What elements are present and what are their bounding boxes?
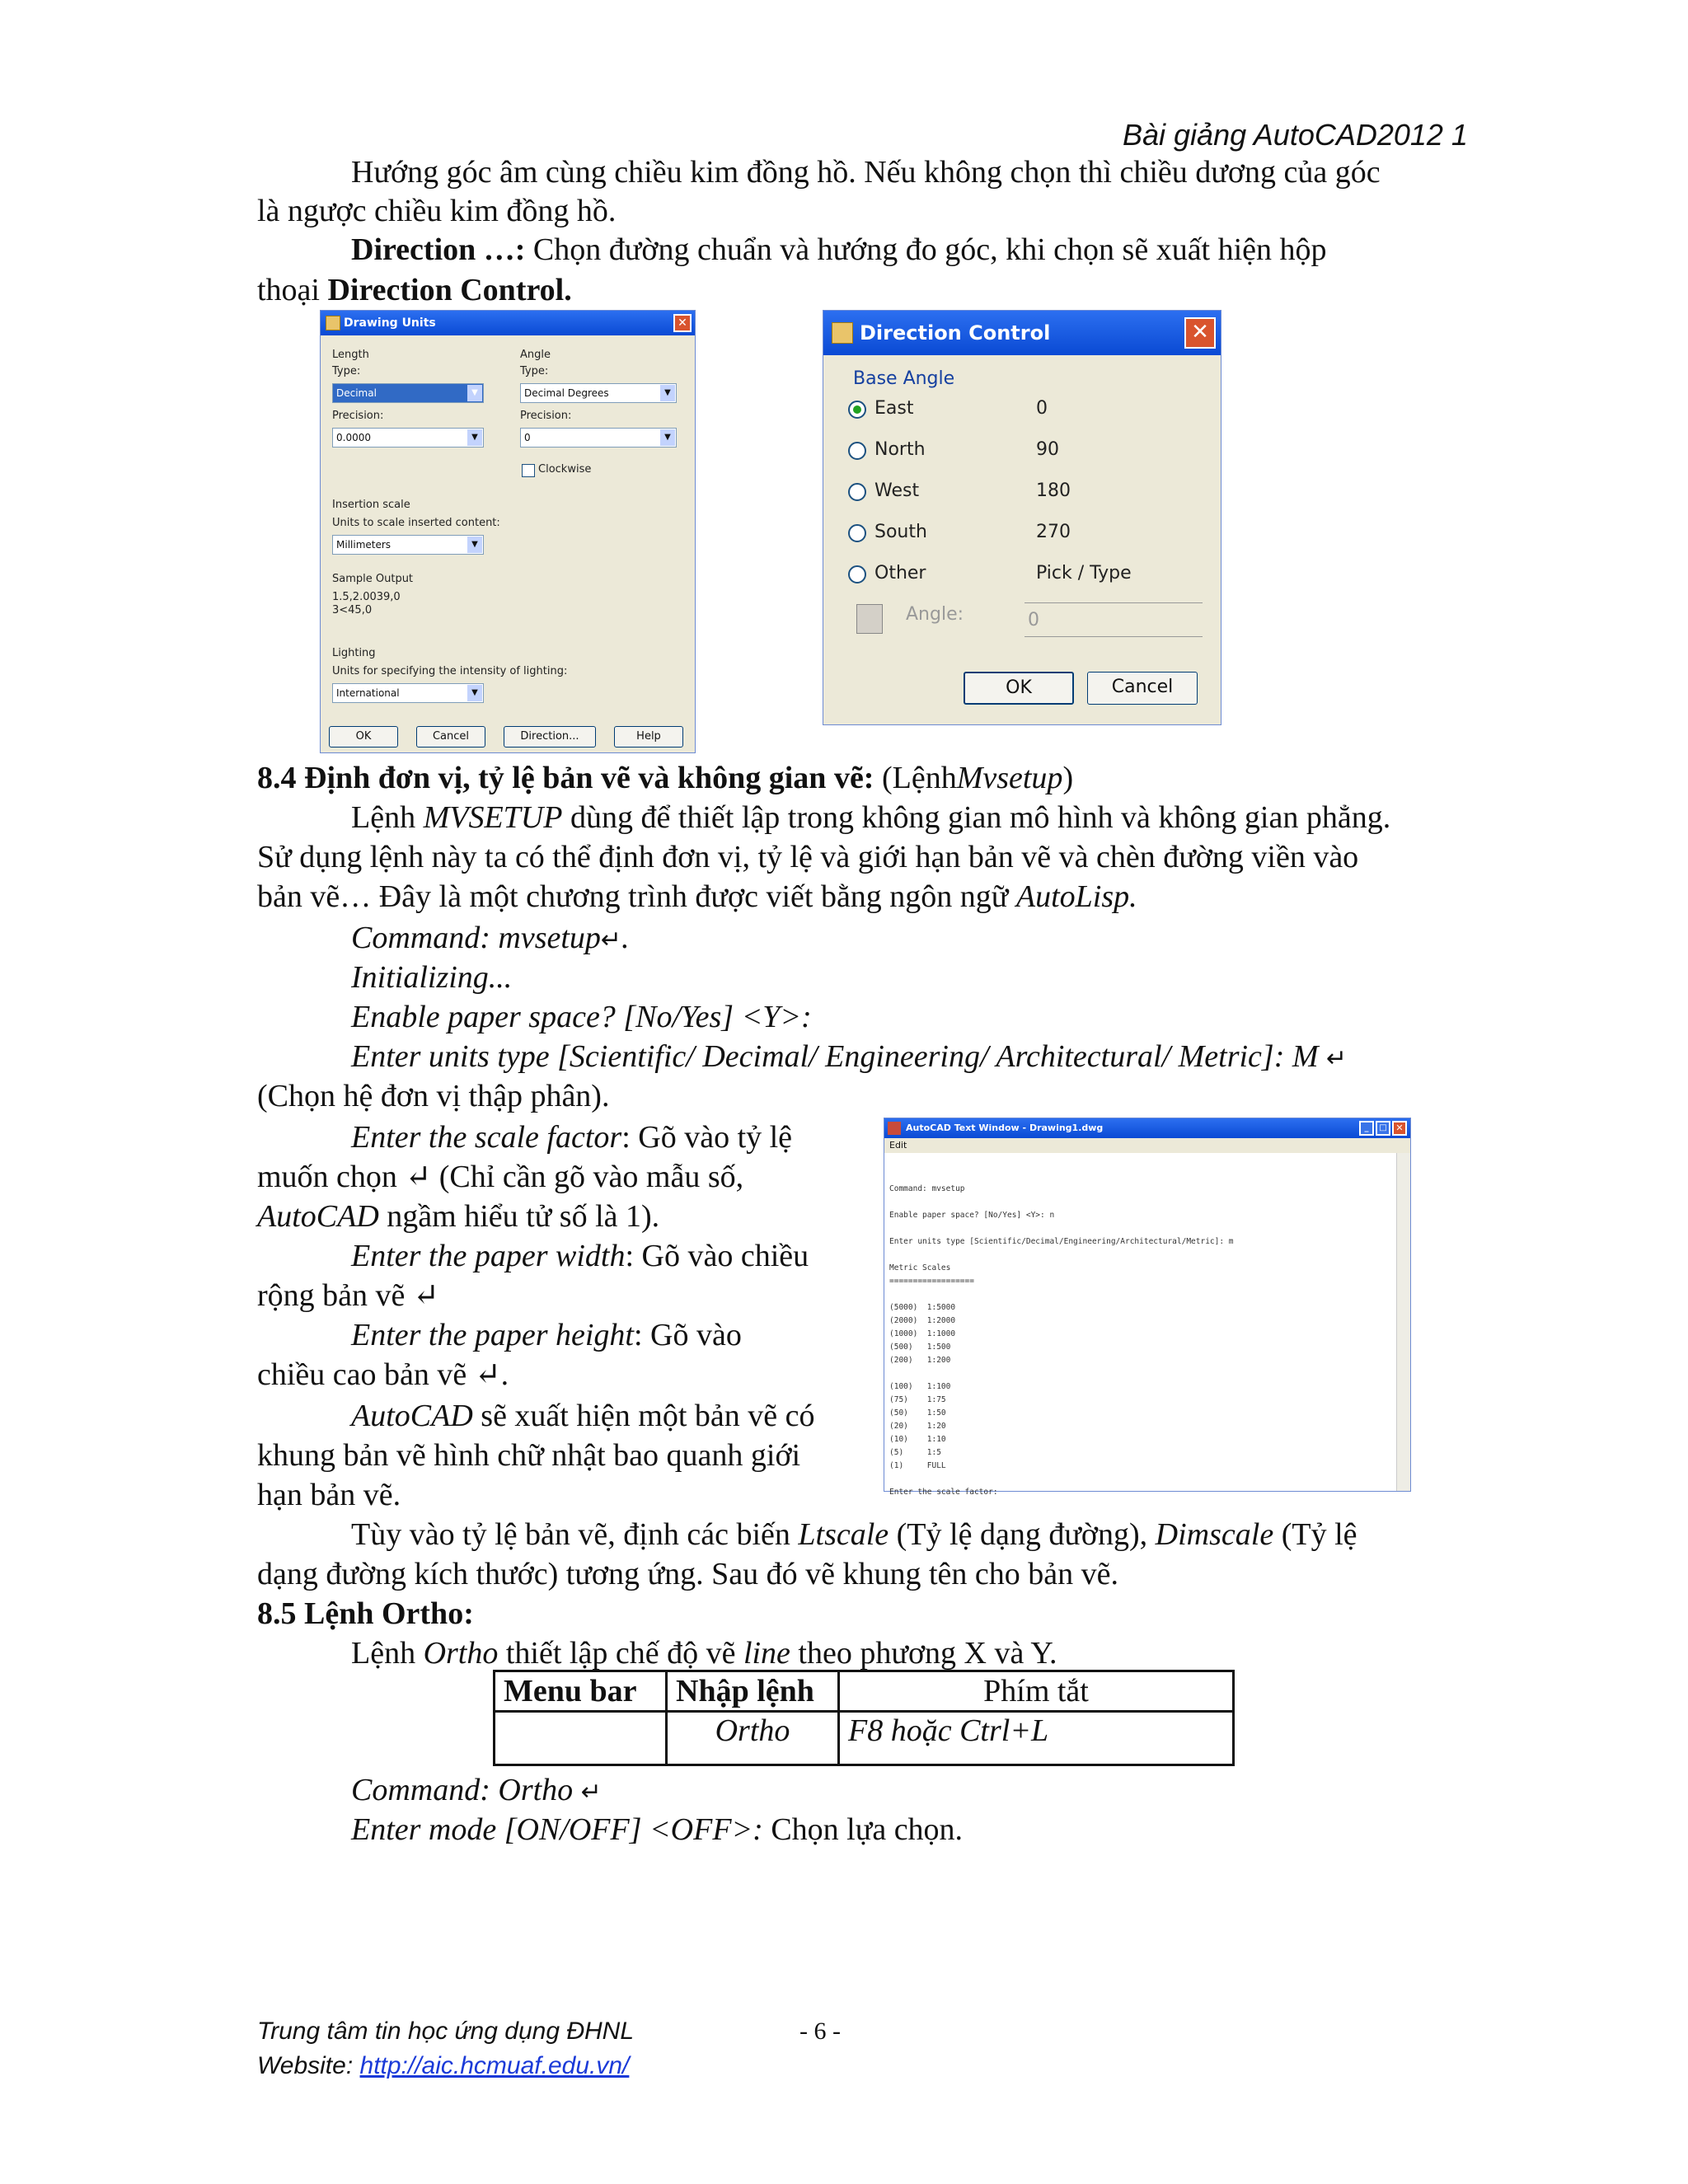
insertion-select[interactable] xyxy=(332,535,484,555)
header-title: Bài giảng AutoCAD2012 1 xyxy=(1123,118,1468,152)
length-type-value: Decimal xyxy=(336,387,377,399)
length-type-label: Type: xyxy=(332,365,361,377)
base-angle-group-label: Base Angle xyxy=(853,368,955,389)
text-window-line xyxy=(889,1288,1394,1301)
text-window-line xyxy=(889,1473,1394,1486)
cmd-units-type xyxy=(351,1037,1347,1079)
table-header-nhap-lenh: Nhập lệnh xyxy=(667,1671,839,1712)
footer-website-link[interactable]: http://aic.hcmuaf.edu.vn/ xyxy=(359,2052,630,2079)
last-l1-dimscale: Dimscale xyxy=(1155,1517,1274,1552)
scale-l3-post: ngầm hiểu tử số là 1). xyxy=(387,1199,660,1234)
width-l1-post: : Gõ vào chiều xyxy=(625,1239,809,1273)
angle-type-label: Type: xyxy=(520,365,549,377)
result-l1-it: AutoCAD xyxy=(351,1399,473,1433)
text-window-line: Enter the scale factor: xyxy=(889,1488,998,1497)
chevron-down-icon: ▼ xyxy=(660,385,675,401)
result-line1 xyxy=(351,1396,815,1436)
radio-south[interactable] xyxy=(848,524,866,542)
text-window-scrollbar[interactable] xyxy=(1396,1153,1410,1491)
other-value: Pick / Type xyxy=(1036,563,1132,583)
intro-line1: Hướng góc âm cùng chiều kim đồng hồ. Nếu không chọn thì chiều dương của góc xyxy=(351,155,1381,190)
angle-label: Angle: xyxy=(906,604,964,625)
length-precision-select[interactable] xyxy=(332,428,484,448)
cmd-initializing: Initializing... xyxy=(351,960,513,995)
radio-east-label: East xyxy=(874,398,914,419)
direction-control-bold: Direction Control. xyxy=(327,273,572,307)
angle-type-value: Decimal Degrees xyxy=(524,387,609,399)
chevron-down-icon: ▼ xyxy=(467,685,482,701)
width-line2: rộng bản vẽ ↵ xyxy=(257,1278,439,1313)
scale-l3-it: AutoCAD xyxy=(257,1199,379,1234)
section84-p1-line2: Sử dụng lệnh này ta có thể định đơn vị, tỷ lệ và giới hạn bản vẽ và chèn đường viền vào xyxy=(257,840,1359,874)
direction-control-title: Direction Control xyxy=(860,321,1051,344)
radio-north-label: North xyxy=(874,439,926,460)
p85-line: line xyxy=(743,1636,790,1671)
section84-p1-line1 xyxy=(351,798,1390,837)
direction-label: Direction …: xyxy=(351,232,526,267)
text-window-line xyxy=(889,1367,1394,1380)
angle-precision-select[interactable] xyxy=(520,428,677,448)
length-type-select[interactable] xyxy=(332,383,484,403)
east-value: 0 xyxy=(1036,398,1048,419)
angle-type-select[interactable] xyxy=(520,383,677,403)
minimize-icon[interactable]: _ xyxy=(1359,1121,1374,1136)
p85-ortho: Ortho xyxy=(423,1636,499,1671)
section84-p1-line3 xyxy=(257,877,1137,916)
table-header-row xyxy=(495,1671,1234,1712)
sample-line1: 1.5,2.0039,0 xyxy=(332,591,401,603)
last-l1-ltscale: Ltscale xyxy=(798,1517,889,1552)
section85-heading xyxy=(257,1594,474,1633)
footer-website-label: Website: xyxy=(257,2052,354,2079)
cmd-units-note: (Chọn hệ đơn vị thập phân). xyxy=(257,1079,610,1113)
radio-west[interactable] xyxy=(848,483,866,501)
footer-page-number: - 6 - xyxy=(799,2018,841,2045)
height-line2: chiều cao bản vẽ ↵. xyxy=(257,1357,509,1392)
p85-pre: Lệnh xyxy=(351,1636,416,1671)
clockwise-checkbox[interactable] xyxy=(522,464,535,477)
width-line1 xyxy=(351,1236,809,1276)
text-window-line: (5) 1:5 xyxy=(889,1448,941,1457)
text-window-line: (10) 1:10 xyxy=(889,1435,946,1444)
p1-l1-cmd: MVSETUP xyxy=(423,800,563,835)
text-window-line: (1000) 1:1000 xyxy=(889,1329,956,1338)
direction-control-titlebar xyxy=(823,311,1221,355)
insertion-group-label: Insertion scale xyxy=(332,499,410,511)
intro-line4 xyxy=(257,270,572,310)
enter-key-icon: ↵ xyxy=(600,926,622,954)
lighting-select[interactable] xyxy=(332,683,484,703)
direction-control-dialog xyxy=(823,310,1221,725)
sample-line2: 3<45,0 xyxy=(332,604,373,616)
direction-button[interactable]: Direction... xyxy=(504,726,596,748)
cancel-button[interactable]: Cancel xyxy=(1087,672,1198,705)
cmd-mvsetup: Command: mvsetup↵. xyxy=(351,921,630,955)
cmd-enable-paper: Enable paper space? [No/Yes] <Y>: xyxy=(351,1000,812,1034)
radio-east[interactable] xyxy=(848,401,866,419)
p1-l3-autolisp: AutoLisp. xyxy=(1015,879,1137,914)
section84-heading-cmd: Mvsetup xyxy=(956,761,1063,795)
south-value: 270 xyxy=(1036,522,1071,542)
enter-key-icon: ↵ xyxy=(1326,1044,1348,1073)
last-l1-pre: Tùy vào tỷ lệ bản vẽ, định các biến xyxy=(351,1517,790,1552)
cmd-ortho xyxy=(351,1770,602,1812)
radio-other[interactable] xyxy=(848,565,866,583)
length-group-label: Length xyxy=(332,349,369,361)
close-icon[interactable]: ✕ xyxy=(1392,1121,1407,1136)
table-row xyxy=(495,1712,1234,1765)
text-window-title: AutoCAD Text Window - Drawing1.dwg xyxy=(906,1122,1104,1133)
text-window-line: Enter units type [Scientific/Decimal/Engineering/Architectural/Metric]: m xyxy=(889,1237,1234,1246)
text-window-line: (200) 1:200 xyxy=(889,1356,951,1365)
west-value: 180 xyxy=(1036,480,1071,501)
table-cell-phim-tat: F8 hoặc Ctrl+L xyxy=(839,1712,1234,1765)
text-window-line xyxy=(889,1196,1394,1209)
maximize-icon[interactable]: □ xyxy=(1376,1121,1390,1136)
text-window-line: (5000) 1:5000 xyxy=(889,1303,956,1312)
text-window-line: ================== xyxy=(889,1277,974,1286)
chevron-down-icon: ▼ xyxy=(467,385,482,401)
text-window-menubar xyxy=(884,1138,1410,1153)
width-l1-it: Enter the paper width xyxy=(351,1239,626,1273)
height-l1-it: Enter the paper height xyxy=(351,1318,634,1352)
cmd-mvsetup-text: Command: mvsetup xyxy=(351,921,601,955)
p1-l1-pre: Lệnh xyxy=(351,800,416,835)
footer-website xyxy=(257,2050,629,2082)
ok-button[interactable]: OK xyxy=(964,672,1074,705)
p1-l1-post: dùng để thiết lập trong không gian mô hình và không gian phẳng. xyxy=(570,800,1391,835)
height-line1 xyxy=(351,1315,742,1355)
text-window-line: Enable paper space? [No/Yes] <Y>: n xyxy=(889,1211,1055,1220)
app-icon xyxy=(832,322,853,344)
text-window-lines xyxy=(889,1183,1394,1499)
text-window-line xyxy=(889,1249,1394,1262)
table-cell-nhap-lenh: Ortho xyxy=(667,1712,839,1765)
intro-line2: là ngược chiều kim đồng hồ. xyxy=(257,194,617,228)
last-l1-mid: (Tỷ lệ dạng đường), xyxy=(896,1517,1148,1552)
result-line3: hạn bản vẽ. xyxy=(257,1478,401,1512)
height-l1-post: : Gõ vào xyxy=(633,1318,742,1352)
cmd-units-type-text: Enter units type [Scientific/ Decimal/ Engineering/ Architectural/ Metric]: M xyxy=(351,1039,1319,1074)
scale-line1 xyxy=(351,1118,792,1157)
chevron-down-icon: ▼ xyxy=(467,429,482,446)
table-cell-menu-bar xyxy=(495,1712,667,1765)
north-value: 90 xyxy=(1036,439,1059,460)
footer-center: Trung tâm tin học ứng dụng ĐHNL xyxy=(257,2018,635,2045)
section84-heading xyxy=(257,758,1073,798)
radio-south-label: South xyxy=(874,522,927,542)
cmd-enter-mode-it: Enter mode [ON/OFF] <OFF>: xyxy=(351,1812,763,1847)
ok-button[interactable]: OK xyxy=(329,726,398,748)
p85-mid: thiết lập chế độ vẽ xyxy=(505,1636,736,1671)
cmd-enter-mode xyxy=(351,1810,963,1849)
section84-heading-bold: 8.4 Định đơn vị, tỷ lệ bản vẽ và không gian vẽ: xyxy=(257,761,874,795)
cancel-button[interactable]: Cancel xyxy=(416,726,485,748)
angle-group-label: Angle xyxy=(520,349,551,361)
pick-angle-icon[interactable] xyxy=(856,604,883,634)
text-window-content xyxy=(889,1156,1394,1526)
table-header-menu-bar: Menu bar xyxy=(495,1671,667,1712)
chevron-down-icon: ▼ xyxy=(467,537,482,553)
text-window-line: (20) 1:20 xyxy=(889,1422,946,1431)
app-icon xyxy=(326,316,340,330)
lighting-label: Units for specifying the intensity of lighting: xyxy=(332,665,568,677)
insertion-label: Units to scale inserted content: xyxy=(332,517,500,529)
section85-paragraph xyxy=(351,1633,1057,1673)
result-l1-post: sẽ xuất hiện một bản vẽ có xyxy=(481,1399,815,1433)
last-line2: dạng đường kích thước) tương ứng. Sau đó vẽ khung tên cho bản vẽ. xyxy=(257,1557,1118,1591)
insertion-value: Millimeters xyxy=(336,539,392,551)
close-icon[interactable]: ✕ xyxy=(1184,317,1216,349)
close-icon[interactable]: ✕ xyxy=(673,314,692,332)
autocad-text-window xyxy=(884,1118,1411,1497)
length-precision-value: 0.0000 xyxy=(336,432,371,443)
angle-input[interactable]: 0 xyxy=(1025,602,1203,637)
p1-l3-pre: bản vẽ… Đây là một chương trình được viết bằng ngôn ngữ xyxy=(257,879,1009,914)
scale-l1-post: : Gõ vào tỷ lệ xyxy=(621,1120,793,1155)
result-line2: khung bản vẽ hình chữ nhật bao quanh giới xyxy=(257,1438,801,1473)
scale-line3 xyxy=(257,1197,659,1236)
radio-north[interactable] xyxy=(848,442,866,460)
angle-precision-value: 0 xyxy=(524,432,531,443)
lighting-group-label: Lighting xyxy=(332,647,376,659)
scale-l1-it: Enter the scale factor xyxy=(351,1120,622,1155)
table-header-phim-tat: Phím tắt xyxy=(839,1671,1234,1712)
intro-direction-line xyxy=(351,230,1327,269)
text-window-line xyxy=(889,1222,1394,1235)
cmd-ortho-text: Command: Ortho xyxy=(351,1773,574,1807)
chevron-down-icon: ▼ xyxy=(660,429,675,446)
drawing-units-titlebar xyxy=(321,311,695,335)
help-button[interactable]: Help xyxy=(614,726,683,748)
text-window-line: (100) 1:100 xyxy=(889,1382,951,1391)
scale-line2: muốn chọn ↵ (Chỉ cần gõ vào mẫu số, xyxy=(257,1160,744,1194)
direction-text: Chọn đường chuẩn và hướng đo góc, khi chọn sẽ xuất hiện hộp xyxy=(532,232,1327,267)
radio-other-label: Other xyxy=(874,563,926,583)
enter-key-icon: ↵ xyxy=(580,1778,602,1807)
app-icon xyxy=(888,1122,901,1135)
sample-group-label: Sample Output xyxy=(332,573,414,585)
drawing-units-dialog xyxy=(320,310,696,753)
lighting-value: International xyxy=(336,687,400,699)
text-window-line: (2000) 1:2000 xyxy=(889,1316,956,1325)
radio-west-label: West xyxy=(874,480,920,501)
cmd-enter-mode-post: Chọn lựa chọn. xyxy=(771,1812,964,1847)
section85-heading-text: 8.5 Lệnh Ortho: xyxy=(257,1596,474,1631)
ortho-table xyxy=(493,1670,1235,1766)
section84-heading-rest: (Lệnh xyxy=(881,761,957,795)
clockwise-label: Clockwise xyxy=(538,463,592,476)
text-window-line: (500) 1:500 xyxy=(889,1343,951,1352)
text-window-line: Command: mvsetup xyxy=(889,1184,965,1193)
text-window-line: (1) FULL xyxy=(889,1461,946,1470)
drawing-units-title: Drawing Units xyxy=(344,316,436,330)
text-window-titlebar xyxy=(884,1118,1410,1138)
angle-precision-label: Precision: xyxy=(520,410,572,422)
menu-edit[interactable]: Edit xyxy=(889,1140,907,1151)
p85-post: theo phương X và Y. xyxy=(798,1636,1057,1671)
text-window-line: Metric Scales xyxy=(889,1263,951,1272)
section84-heading-close: ) xyxy=(1062,761,1074,795)
length-precision-label: Precision: xyxy=(332,410,384,422)
text-window-line: (75) 1:75 xyxy=(889,1395,946,1404)
last-l1-post: (Tỷ lệ xyxy=(1281,1517,1357,1552)
text-window-line: (50) 1:50 xyxy=(889,1408,946,1418)
line4-pre: thoại xyxy=(257,273,320,307)
